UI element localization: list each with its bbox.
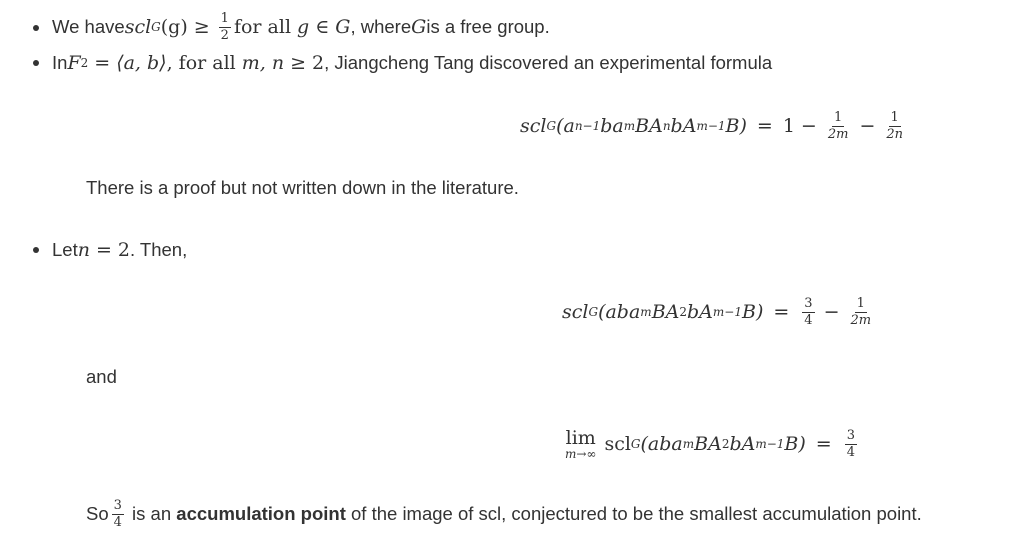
formula-limit: [565, 422, 860, 466]
frac-denominator: 4: [113, 514, 122, 530]
math-exponent: n−1: [574, 119, 601, 133]
math-G: G: [411, 16, 427, 38]
math-two: 2: [117, 239, 130, 261]
bullet-scl-lower-bound: [52, 10, 550, 43]
math-for-all: , for all: [166, 52, 236, 74]
formula-tang: [520, 106, 908, 146]
math-G: G: [335, 16, 351, 38]
math-geq: ≥: [193, 16, 210, 38]
frac-numerator: 1: [833, 109, 843, 125]
math-term: (a: [556, 115, 575, 137]
frac-numerator: 3: [846, 427, 855, 443]
math-one: 1: [782, 115, 795, 137]
bullet-marker: [33, 25, 39, 31]
math-exponent: n: [662, 119, 671, 133]
math-term: BA: [651, 301, 680, 323]
math-g: g: [297, 16, 310, 38]
paragraph-text: is an: [126, 503, 177, 524]
frac-numerator: 1: [220, 10, 229, 26]
text: In: [52, 52, 68, 73]
frac-numerator: 3: [113, 497, 122, 513]
math-exponent: m−1: [712, 305, 742, 319]
math-n: n: [77, 239, 90, 261]
math-exponent: m: [623, 119, 636, 133]
math-term: (aba: [640, 433, 683, 455]
math-fraction: [848, 297, 873, 327]
paragraph-text: There is a proof but not written down in the literature.: [86, 177, 519, 198]
math-subscript: G: [630, 437, 641, 451]
math-limit: [565, 428, 596, 461]
conclusion-paragraph: [86, 496, 922, 532]
bullet-tang-formula-intro: [52, 50, 772, 76]
math-term: bA: [729, 433, 756, 455]
limit-word: lim: [565, 426, 596, 449]
proof-note: [86, 176, 519, 200]
math-exponent: m−1: [755, 437, 785, 451]
math-in: ∈: [315, 16, 330, 38]
bold-term: accumulation point: [176, 503, 346, 524]
frac-denominator: 4: [846, 444, 855, 460]
math-term: BA: [694, 433, 722, 455]
text: , where: [350, 16, 412, 37]
and-text: [86, 365, 117, 389]
math-term: bA: [687, 301, 713, 323]
math-for-all: for all: [233, 16, 292, 38]
math-scl: scl: [604, 433, 631, 455]
math-fraction: [112, 499, 124, 529]
frac-denominator: 4: [804, 312, 813, 328]
math-minus: −: [859, 115, 876, 137]
math-term: B): [725, 115, 747, 137]
math-exponent: m−1: [696, 119, 726, 133]
frac-denominator: 2m: [827, 126, 849, 142]
math-exponent: m: [640, 305, 652, 319]
frac-denominator: 2: [220, 27, 229, 43]
math-term: (aba: [598, 301, 641, 323]
math-F: F: [67, 52, 81, 74]
math-arg: (g): [160, 16, 188, 38]
paragraph-text: of the image of scl, conjectured to be the smallest accumulation point.: [345, 503, 922, 524]
math-scl: scl: [562, 301, 589, 323]
paragraph-text: and: [86, 366, 117, 387]
bullet-marker: [33, 247, 39, 253]
math-eq: =: [95, 239, 112, 261]
math-fraction: [802, 297, 814, 327]
math-subscript: G: [546, 119, 557, 133]
frac-denominator: 2n: [886, 126, 904, 142]
math-eq: =: [815, 433, 832, 455]
math-geq: ≥: [290, 52, 307, 74]
math-exponent: 2: [721, 437, 730, 451]
frac-numerator: 3: [804, 295, 813, 311]
math-eq: =: [94, 52, 111, 74]
frac-denominator: 2m: [850, 312, 872, 328]
text: , Jiangcheng Tang discovered an experimental formula: [324, 52, 773, 73]
math-minus: −: [823, 301, 840, 323]
math-term: bA: [670, 115, 697, 137]
frac-numerator: 1: [890, 109, 899, 125]
math-subscript: 2: [80, 56, 89, 70]
frac-numerator: 1: [856, 295, 865, 311]
math-generators: ⟨a, b⟩: [116, 52, 167, 74]
math-exponent: 2: [679, 305, 688, 319]
math-term: ba: [600, 115, 624, 137]
math-term: B): [784, 433, 806, 455]
math-eq: =: [773, 301, 790, 323]
math-subscript: G: [151, 20, 161, 34]
paragraph-text: So: [86, 503, 109, 524]
text: . Then,: [129, 239, 188, 260]
text: We have: [52, 16, 125, 37]
math-two: 2: [312, 52, 325, 74]
math-eq: =: [756, 115, 773, 137]
bullet-let-n: [52, 237, 187, 263]
math-fraction: [884, 111, 905, 141]
math-fraction: [219, 12, 231, 42]
formula-n-equals-2: [562, 292, 876, 332]
math-mn: m, n: [241, 52, 285, 74]
limit-subscript: m→∞: [565, 447, 597, 462]
text: Let: [52, 239, 78, 260]
bullet-marker: [33, 60, 39, 66]
text: is a free group.: [426, 16, 550, 37]
math-minus: −: [800, 115, 817, 137]
math-scl: scl: [520, 115, 547, 137]
math-scl: scl: [124, 16, 152, 38]
math-term: BA: [635, 115, 663, 137]
math-subscript: G: [588, 305, 599, 319]
math-term: B): [741, 301, 764, 323]
math-exponent: m: [682, 437, 695, 451]
math-fraction: [826, 111, 851, 141]
math-fraction: [845, 429, 857, 459]
